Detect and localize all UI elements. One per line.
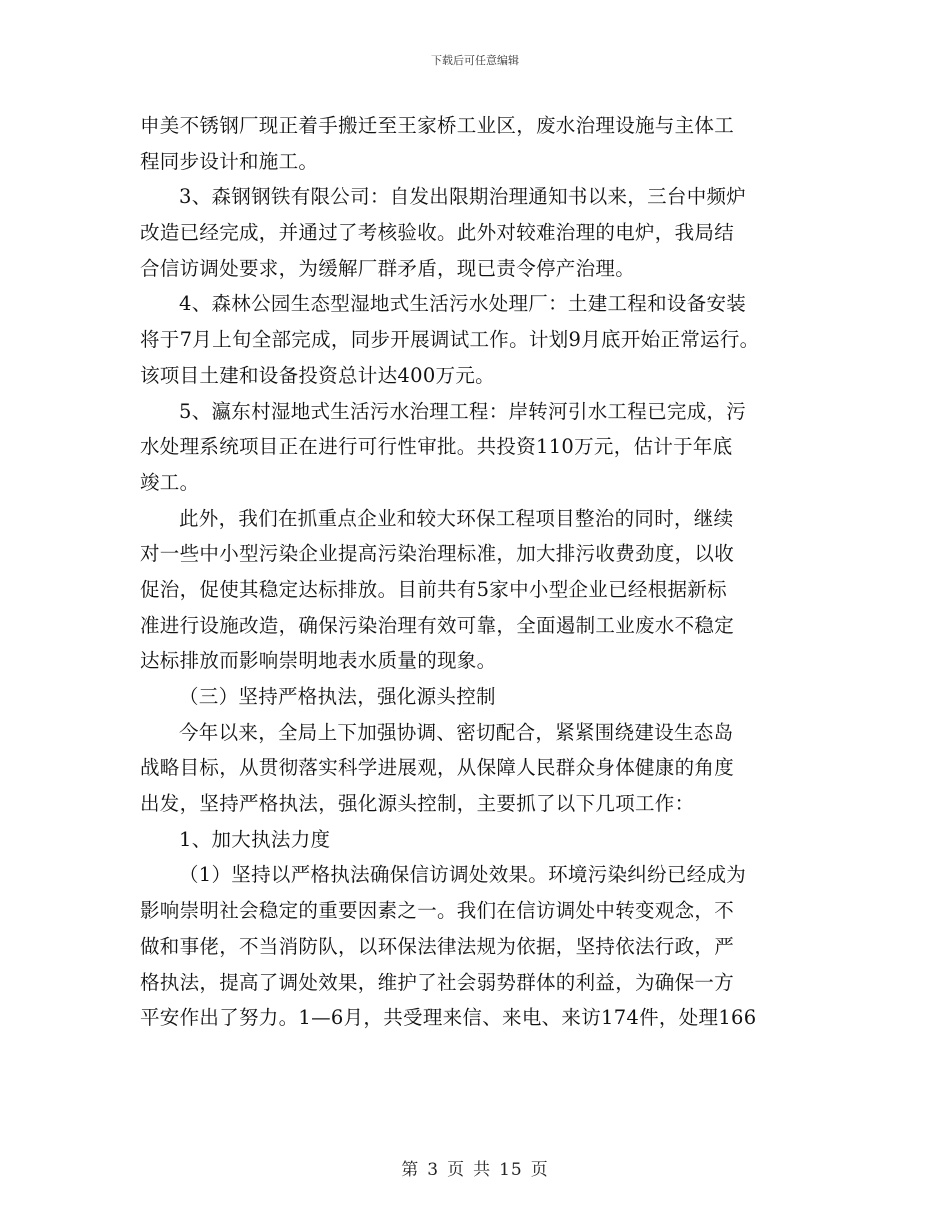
text-line: 改造已经完成，并通过了考核验收。此外对较难治理的电炉，我局结	[140, 221, 735, 245]
footer-label-total: 共	[473, 1160, 492, 1180]
text-line: （三）坚持严格执法，强化源头控制	[179, 685, 496, 708]
text-line: 对一些中小型污染企业提高污染治理标准，加大排污收费劲度，以收	[140, 542, 735, 566]
page-header: 下载后可任意编辑	[431, 54, 519, 67]
text-line: 影响崇明社会稳定的重要因素之一。我们在信访调处中转变观念，不	[140, 899, 735, 923]
text-line: 3、森钢钢铁有限公司：自发出限期治理通知书以来，三台中频炉	[179, 185, 747, 209]
document-body	[140, 108, 820, 1036]
footer-label-page: 第	[401, 1160, 420, 1180]
footer-total-pages: 15	[499, 1160, 523, 1180]
text-line: 做和事佬，不当消防队，以环保法律法规为依据，坚持依法行政，严	[140, 934, 735, 958]
text-line: 出发，坚持严格执法，强化源头控制，主要抓了以下几项工作：	[140, 792, 695, 816]
footer-label-page-unit: 页	[447, 1160, 466, 1180]
text-line: 5、瀛东村湿地式生活污水治理工程：岸转河引水工程已完成，污	[179, 399, 747, 423]
page-footer	[0, 1155, 950, 1180]
text-line: 4、森林公园生态型湿地式生活污水处理厂：土建工程和设备安装	[179, 292, 747, 316]
text-line: 战略目标，从贯彻落实科学进展观，从保障人民群众身体健康的角度	[140, 756, 735, 780]
text-line: 水处理系统项目正在进行可行性审批。共投资110万元，估计于年底	[140, 435, 733, 459]
text-line: 程同步设计和施工。	[140, 149, 319, 173]
text-line: 1、加大执法力度	[179, 827, 331, 851]
text-line: 今年以来，全局上下加强协调、密切配合，紧紧围绕建设生态岛	[179, 720, 734, 744]
text-line: 达标排放而影响崇明地表水质量的现象。	[140, 649, 497, 673]
text-line: （1）坚持以严格执法确保信访调处效果。环境污染纠纷已经成为	[179, 863, 747, 887]
text-line: 格执法，提高了调处效果，维护了社会弱势群体的利益，为确保一方	[140, 970, 735, 994]
text-line: 促治，促使其稳定达标排放。目前共有5家中小型企业已经根据新标	[140, 577, 727, 601]
text-line: 申美不锈钢厂现正着手搬迁至王家桥工业区，废水治理设施与主体工	[140, 114, 735, 137]
text-line: 准进行设施改造，确保污染治理有效可靠，全面遏制工业废水不稳定	[140, 613, 735, 637]
text-line: 该项目土建和设备投资总计达400万元。	[140, 363, 495, 387]
footer-current-page: 3	[427, 1160, 440, 1180]
text-line: 竣工。	[140, 470, 200, 494]
text-line: 将于7月上旬全部完成，同步开展调试工作。计划9月底开始正常运行。	[140, 328, 760, 352]
text-line: 此外，我们在抓重点企业和较大环保工程项目整治的同时，继续	[179, 506, 734, 530]
footer-label-total-unit: 页	[530, 1160, 549, 1180]
text-line: 合信访调处要求，为缓解厂群矛盾，现已责令停产治理。	[140, 256, 636, 280]
text-line: 平安作出了努力。1—6月，共受理来信、来电、来访174件，处理166	[140, 1006, 757, 1030]
